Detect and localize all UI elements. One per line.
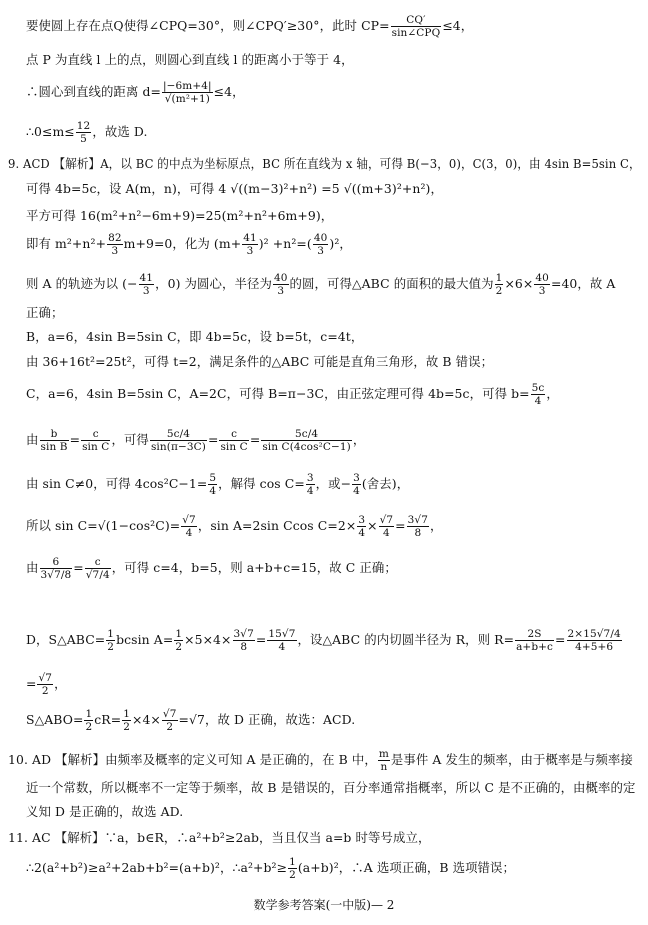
text-line: 近一个常数，所以概率不一定等于频率，故 B 是错误的，百分率通常指概率，所以 C 是不正确的，由概率的定 — [26, 780, 636, 795]
fraction: $\frac{5c}{4}$ — [531, 382, 545, 407]
fraction: $\frac{6}{3√7/8}$ — [40, 556, 72, 581]
text-line — [26, 14, 473, 39]
text-line: 可得 4b=5c，设 A(m，n)，可得 4 √((m−3)²+n²) =5 √((m+3)²+n²)， — [26, 181, 443, 196]
fraction: $\frac{5c/4}{\text{sin C(4cos²C−1)}}$ — [262, 428, 351, 453]
text: 要使圆上存在点Q使得∠CPQ=30°，则∠CPQ′≥30°，此时 CP= — [26, 18, 390, 33]
fraction: $\frac{√7}{2}$ — [38, 672, 53, 697]
q11-heading-line: 11. AC 【解析】∵a，b∈R，∴a²+b²≥2ab，当且仅当 a=b 时等号成立， — [8, 830, 431, 845]
fraction: $\frac{3}{4}$ — [358, 514, 366, 539]
text-line: 所以 sin C=√(1−cos²C)= $\frac{√7}{4}$ ，sin A=2sin Ccos C=2× $\frac{3}{4}$ × $\frac{√7}{4}$ = $\frac{3√7}{8}$ ， — [26, 514, 443, 539]
fraction: $\frac{3√7}{8}$ — [233, 628, 254, 653]
text: ≤4， — [442, 18, 474, 33]
fraction: $\frac{40}{3}$ — [273, 272, 288, 297]
fraction: $\frac{5c/4}{\sin(\pi-3C)}$ — [150, 428, 206, 453]
fraction: $\frac{√7}{2}$ — [162, 708, 177, 733]
text-line: ∴0≤m≤ $\frac{12}{5}$ ，故选 D. — [26, 120, 148, 145]
fraction: $\frac{b}{\text{sin B}}$ — [40, 428, 68, 453]
fraction: $\frac{41}{3}$ — [139, 272, 154, 297]
fraction: $\frac{3}{4}$ — [306, 472, 314, 497]
fraction: $\frac{41}{3}$ — [243, 232, 257, 257]
text-line: S△ABO= $\frac{1}{2}$ cR= $\frac{1}{2}$ ×4× $\frac{√7}{2}$ =√7，故 D 正确，故选：ACD. — [26, 708, 356, 733]
q9-heading-line: 9. ACD 【解析】A，以 BC 的中点为坐标原点，BC 所在直线为 x 轴，可得 B(−3，0)，C(3，0)，由 4sin B=5sin C， — [8, 156, 641, 171]
text-line: 点 P 为直线 l 上的点，则圆心到直线 l 的距离小于等于 4， — [26, 52, 354, 67]
fraction: $\frac{c}{√7/4}$ — [85, 556, 110, 581]
q10-heading-line: 10. AD 【解析】由频率及概率的定义可知 A 是正确的，在 B 中， $\frac{m}{n}$ 是事件 A 发生的频率，由于概率是与频率接 — [8, 748, 633, 773]
text-line: C，a=6，4sin B=5sin C，A=2C，可得 B=π−3C，由正弦定理可得 4b=5c，可得 b= $\frac{5c}{4}$ ， — [26, 382, 559, 407]
text-line: 正确； — [26, 305, 64, 320]
fraction: $\frac{12}{5}$ — [76, 120, 91, 145]
fraction: $\frac{c}{\text{sin C}}$ — [220, 428, 248, 453]
text-line: 由 sin C≠0，可得 4cos²C−1= $\frac{5}{4}$ ，解得 cos C= $\frac{3}{4}$ ，或− $\frac{3}{4}$ (舍去)， — [26, 472, 410, 497]
fraction: $\frac{1}{2}$ — [175, 628, 183, 653]
fraction: $\frac{1}{2}$ — [85, 708, 93, 733]
fraction: $\frac{2S}{a+b+c}$ — [516, 628, 554, 653]
text-line: 由 $\frac{6}{3√7/8}$ = $\frac{c}{√7/4}$ ，可得 c=4，b=5，则 a+b+c=15，故 C 正确； — [26, 556, 397, 581]
text-line: 由 $\frac{b}{\text{sin B}}$ = $\frac{c}{\text{sin C}}$ ，可得 $\frac{5c/4}{\sin(\pi-3C)}$ = $\frac{c}{\text{sin C}}$ = $\frac{5c/4}{\text{sin C(4cos²C−1)}}$ ， — [26, 428, 366, 453]
fraction: $\frac{|-6m+4|}{\text{√(m²+1)}}$ — [162, 80, 212, 105]
page-footer: 数学参考答案(一中版)— 2 — [253, 898, 395, 912]
text-line: 则 A 的轨迹为以 (− $\frac{41}{3}$ ，0) 为圆心，半径为 $\frac{40}{3}$ 的圆，可得△ABC 的面积的最大值为 $\frac{1}{2}$ ×6× $\frac{40}{3}$ =40，故 A — [26, 272, 616, 297]
fraction: $\frac{3}{4}$ — [353, 472, 360, 497]
fraction: CQ′ sin∠CPQ — [391, 14, 441, 39]
fraction: $\frac{2\times 15√7/4}{4+5+6}$ — [567, 628, 621, 653]
text-line: = $\frac{√7}{2}$ ， — [26, 672, 67, 697]
text-line: D，S△ABC= $\frac{1}{2}$ bcsin A= $\frac{1}{2}$ ×5×4× $\frac{3√7}{8}$ = $\frac{15√7}{4}$ ，设△ABC 的内切圆半径为 R，则 R= $\frac{2S}{a+b+c}$ = $\frac{2\times 15√7/4}{4+5+6}$ — [26, 628, 621, 653]
text-line: 即有 m²+n²+ $\frac{82}{3}$ m+9=0，化为 (m+ $\frac{41}{3}$ )² +n²=( $\frac{40}{3}$ )²， — [26, 232, 352, 257]
fraction: $\frac{40}{3}$ — [535, 272, 549, 297]
text-line: ∴2(a²+b²)≥a²+2ab+b²=(a+b)²，∴a²+b²≥ $\frac{1}{2}$ (a+b)²，∴A 选项正确，B 选项错误； — [26, 856, 516, 881]
text-line: 由 36+16t²=25t²，可得 t=2，满足条件的△ABC 可能是直角三角形，故 B 错误； — [26, 354, 494, 369]
fraction: $\frac{m}{n}$ — [378, 748, 389, 773]
fraction: $\frac{1}{2}$ — [107, 628, 115, 653]
fraction: $\frac{82}{3}$ — [108, 232, 122, 257]
fraction: $\frac{1}{2}$ — [289, 856, 296, 881]
fraction: $\frac{3√7}{8}$ — [407, 514, 429, 539]
text-line: 义知 D 是正确的，故选 AD. — [26, 804, 184, 819]
fraction: $\frac{c}{\text{sin C}}$ — [82, 428, 110, 453]
fraction: $\frac{1}{2}$ — [123, 708, 130, 733]
fraction: $\frac{5}{4}$ — [209, 472, 217, 497]
fraction: $\frac{√7}{4}$ — [182, 514, 196, 539]
fraction: $\frac{15√7}{4}$ — [268, 628, 296, 653]
fraction: $\frac{40}{3}$ — [313, 232, 328, 257]
text-line: B，a=6，4sin B=5sin C，即 4b=5c，设 b=5t，c=4t， — [26, 329, 364, 344]
text-line: ∴圆心到直线的距离 d= $\frac{|-6m+4|}{\text{√(m²+1)}}$ ≤4， — [26, 80, 245, 105]
fraction: $\frac{1}{2}$ — [495, 272, 503, 297]
fraction: $\frac{√7}{4}$ — [379, 514, 394, 539]
text-line: 平方可得 16(m²+n²−6m+9)=25(m²+n²+6m+9)， — [26, 208, 334, 223]
